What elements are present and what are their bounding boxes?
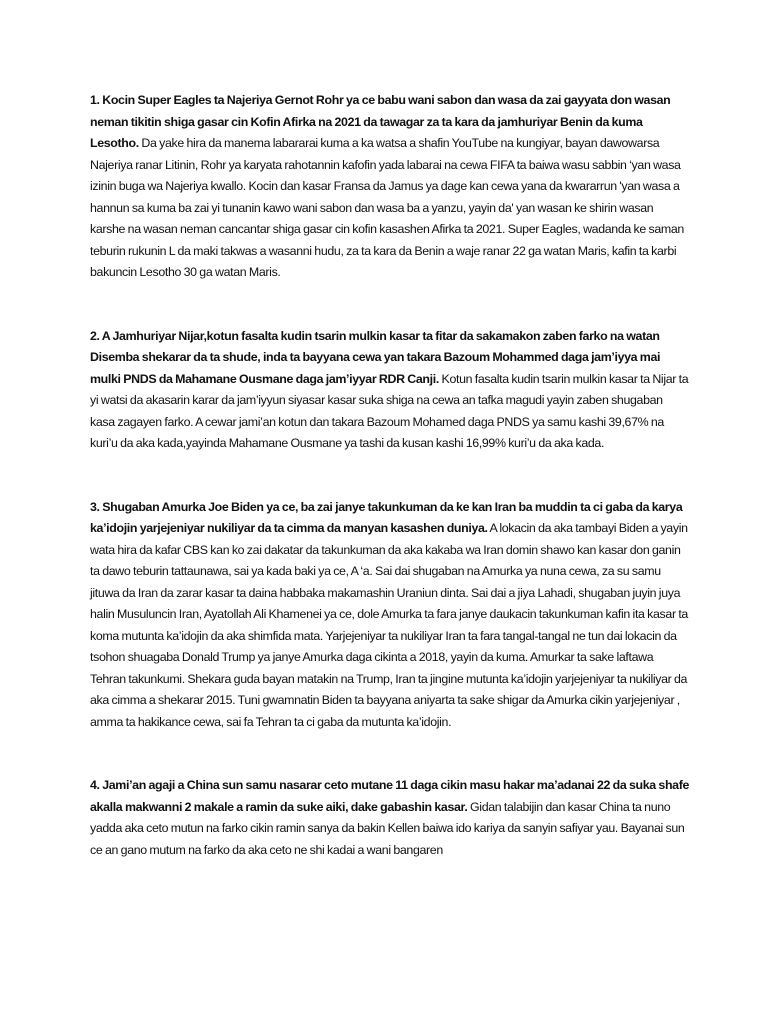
news-item-1-body: Da yake hira da manema labararai kuma a ka watsa a shafin YouTube na kungiyar, bayan dawowarsa Najeriya ranar Litinin, Rohr ya karyata rahotannin kafofin yada labarai na cewa FIFA ta baiwa wasu sabbin ‘yan wasa izinin buga wa Najeriya kwallo. Kocin dan kasar Fransa da Jamus ya dage kan cewa yana da kwararrun 'yan wasa a hannun sa kuma ba zai yi tunanin kawo wani sabon dan wasa ba a yanzu, yayin da' yan wasan ke shirin wasan karshe na wasan neman cancantar shiga gasar cin kofin kasashen Afirka ta 2021. Super Eagles, wadanda ke saman teburin rukunin L da maki takwas a wasanni hudu, za ta kara da Benin a waje ranar 22 ga watan Maris, kafin ta karbi bakuncin Lesotho 30 ga watan Maris.: [90, 136, 684, 279]
news-item-2-headline: 2. A Jamhuriyar Nijar,kotun fasalta kudin tsarin mulkin kasar ta fitar da sakamakon zaben farko na watan Disemba shekarar da ta shude, inda ta bayyana cewa yan takara Bazoum Mohammed daga jam’iyya mai mulki PNDS da Mahamane Ousmane daga jam’iyyar RDR Canji.: [90, 328, 661, 386]
document-page: [90, 90, 690, 861]
news-item-1: [90, 90, 690, 284]
news-item-1-headline: 1. Kocin Super Eagles ta Najeriya Gernot Rohr ya ce babu wani sabon dan wasa da zai gayyata don wasan neman tikitin shiga gasar cin Kofin Afirka na 2021 da tawagar za ta kara da jamhuriyar Benin da kuma Lesotho.: [90, 93, 671, 150]
news-item-3: [90, 497, 690, 734]
news-item-4: [90, 775, 690, 861]
news-item-3-headline: 3. Shugaban Amurka Joe Biden ya ce, ba zai janye takunkuman da ke kan Iran ba muddin ta ci gaba da karya ka’idojin yarjejeniyar nukiliyar da ta cimma da manyan kasashen duniya.: [90, 499, 683, 535]
news-item-2: [90, 326, 690, 455]
news-item-4-body: Gidan talabijin dan kasar China ta nuno yadda aka ceto mutun na farko cikin ramin sanya da bakin Kellen baiwa ido kariya da sanyin safiyar yau. Bayanai sun ce an gano mutum na farko da aka ceto ne shi kadai a wani bangaren: [90, 799, 685, 857]
news-item-3-body: A lokacin da aka tambayi Biden a yayin wata hira da kafar CBS kan ko zai dakatar da takunkuman da aka kakaba wa Iran domin shawo kan kasar don ganin ta dawo teburin tattaunawa, sai ya kada baki ya ce, A ‘a. Sai dai shugaban na Amurka ya nuna cewa, za su samu jituwa da Iran da zarar kasar ta daina habbaka makamashin Uraniun dinta. Sai dai a jiya Lahadi, shugaban juyin juya halin Musuluncin Iran, Ayatollah Ali Khamenei ya ce, dole Amurka ta fara janye daukacin takunkuman kafin ita kasar ta koma mutunta ka’idojin da aka shimfida mata. Yarjejeniyar ta nukiliyar Iran ta fara tangal-tangal ne tun dai lokacin da tsohon shuagaba Donald Trump ya janye Amurka daga cikinta a 2018, yayin da kuma. Amurkar ta sake laftawa Tehran takunkumi. Shekara guda bayan matakin na Trump, Iran ta jingine mutunta ka’idojin yarjejeniyar ta nukiliyar da aka cimma a shekarar 2015. Tuni gwamnatin Biden ta bayyana aniyarta ta sake shigar da Amurka cikin yarjejeniyar , amma ta hakikance cewa, sai fa Tehran ta ci gaba da mutunta ka’idojin.: [90, 521, 688, 729]
news-item-4-headline: 4. Jami’an agaji a China sun samu nasarar ceto mutane 11 daga cikin masu hakar ma’adanai 22 da suka shafe akalla makwanni 2 makale a ramin da suke aiki, dake gabashin kasar.: [90, 778, 690, 814]
news-item-2-body: Kotun fasalta kudin tsarin mulkin kasar ta Nijar ta yi watsi da akasarin karar da jam’iyyun siyasar kasar suka shiga na cewa an tafka magudi yayin zaben shugaban kasa zagayen farko. A cewar jami’an kotun dan takara Bazoum Mohamed daga PNDS ya samu kashi 39,67% na kuri’u da aka kada,yayinda Mahamane Ousmane ya tashi da kusan kashi 16,99% kuri’u da aka kada.: [90, 371, 689, 450]
